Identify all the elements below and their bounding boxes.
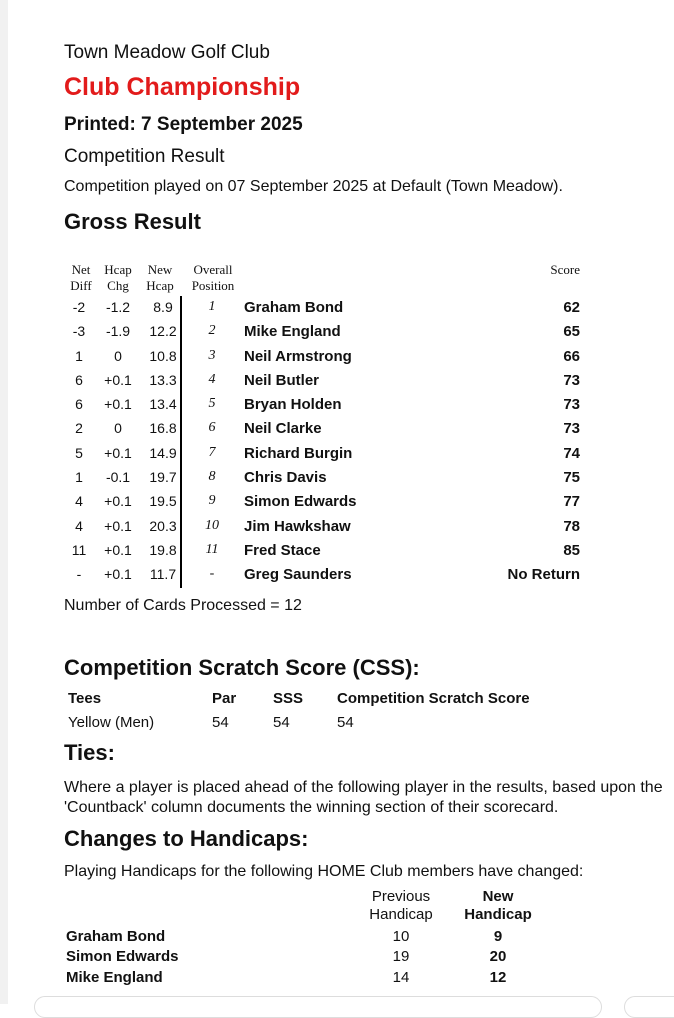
score: 74 [563, 444, 580, 462]
net-diff: 1 [75, 347, 83, 364]
hcap-chg: +0.1 [104, 371, 132, 388]
hcap-chg: +0.1 [104, 493, 132, 510]
new-hcap: 19.5 [149, 493, 177, 510]
printed-date: Printed: 7 September 2025 [64, 114, 303, 135]
next-card-edge-right [624, 996, 674, 1018]
hcap-chg: +0.1 [104, 396, 132, 413]
table-row [64, 296, 594, 320]
handicap-row [66, 948, 566, 968]
position: 3 [208, 347, 216, 363]
score: 77 [563, 493, 580, 511]
player-name: Mike England [244, 323, 341, 341]
position: 7 [208, 444, 216, 460]
css-value: 54 [337, 714, 354, 731]
net-diff: 2 [75, 420, 83, 437]
net-diff: - [76, 566, 82, 583]
position: 5 [208, 396, 216, 412]
hcap-chg: -1.9 [105, 323, 131, 340]
css-par: 54 [212, 714, 229, 731]
table-row [64, 442, 594, 466]
position: 11 [205, 541, 219, 557]
score: 75 [563, 469, 580, 487]
table-row [64, 369, 594, 393]
previous-handicap: 10 [392, 928, 410, 945]
net-diff: -2 [72, 299, 86, 315]
next-card-edge [34, 996, 602, 1018]
cards-processed: Number of Cards Processed = 12 [64, 597, 302, 614]
position: 6 [208, 420, 216, 436]
net-diff: 1 [75, 469, 83, 486]
table-row [64, 563, 594, 587]
new-handicap: 9 [493, 928, 503, 945]
net-diff: -3 [72, 323, 86, 340]
score: 62 [563, 299, 580, 316]
player-name: Chris Davis [244, 469, 327, 487]
player-name: Jim Hawkshaw [244, 517, 351, 535]
table-row [64, 393, 594, 417]
handicap-changes-heading: Changes to Handicaps: [64, 826, 309, 851]
new-handicap: 20 [489, 948, 507, 965]
player-name: Neil Armstrong [244, 347, 352, 365]
new-hcap: 14.9 [149, 444, 177, 461]
member-name: Graham Bond [66, 928, 166, 945]
competition-title: Club Championship [64, 73, 301, 101]
score: 73 [563, 420, 580, 438]
score: 66 [563, 347, 580, 365]
player-name: Greg Saunders [244, 566, 352, 584]
net-diff: 4 [75, 493, 83, 510]
net-diff: 11 [71, 541, 87, 558]
table-row [64, 417, 594, 441]
new-hcap: 11.7 [149, 566, 177, 583]
new-hcap: 13.3 [149, 371, 177, 388]
hcap-chg: +0.1 [104, 517, 132, 534]
hcap-chg: -1.2 [105, 299, 131, 315]
new-hcap: 19.7 [149, 469, 177, 486]
new-hcap: 10.8 [149, 347, 177, 364]
net-diff: 6 [75, 371, 83, 388]
position: 4 [208, 371, 216, 387]
handicap-intro: Playing Handicaps for the following HOME Club members have changed: [64, 863, 584, 880]
previous-handicap: 19 [392, 948, 410, 965]
previous-handicap: 14 [392, 969, 410, 986]
new-hcap: 12.2 [149, 323, 177, 340]
css-col-tees: Tees [68, 690, 102, 707]
hcap-chg: +0.1 [104, 566, 132, 583]
table-row [64, 490, 594, 514]
css-col-par: Par [212, 690, 237, 707]
player-name: Fred Stace [244, 541, 321, 559]
table-row [64, 515, 594, 539]
new-hcap: 20.3 [149, 517, 177, 534]
handicap-row [66, 928, 566, 948]
hcap-chg: +0.1 [104, 444, 132, 461]
net-diff: 6 [75, 396, 83, 413]
score: 85 [563, 541, 580, 559]
player-name: Neil Clarke [244, 420, 322, 438]
section-label: Competition Result [64, 146, 225, 167]
score: 73 [563, 396, 580, 414]
net-diff: 5 [75, 444, 83, 461]
css-tees: Yellow (Men) [68, 714, 155, 731]
header-net-diff: Net Diff [70, 262, 92, 293]
score: 73 [563, 371, 580, 389]
page-edge [0, 0, 8, 1004]
header-position: Overall Position [191, 262, 235, 293]
position: 8 [208, 469, 216, 485]
played-info: Competition played on 07 September 2025 at Default (Town Meadow). [64, 178, 563, 195]
member-name: Simon Edwards [66, 948, 179, 965]
player-name: Neil Butler [244, 371, 320, 389]
member-name: Mike England [66, 969, 163, 986]
gross-result-heading: Gross Result [64, 209, 201, 234]
table-row [64, 466, 594, 490]
hcap-chg: 0 [114, 347, 122, 364]
score: No Return [507, 566, 580, 584]
table-row [64, 539, 594, 563]
ties-heading: Ties: [64, 740, 115, 765]
position: 2 [208, 323, 216, 339]
new-handicap: 12 [489, 969, 507, 986]
new-hcap: 8.9 [153, 299, 173, 315]
score: 78 [563, 517, 580, 535]
position: 9 [208, 493, 216, 509]
position: 10 [205, 517, 219, 533]
col-previous-handicap: Previous Handicap [369, 888, 433, 923]
player-name: Graham Bond [244, 299, 344, 316]
header-hcap-chg: Hcap Chg [104, 262, 132, 293]
css-col-css: Competition Scratch Score [337, 690, 530, 707]
player-name: Bryan Holden [244, 396, 342, 414]
css-col-sss: SSS [273, 690, 304, 707]
header-score: Score [550, 262, 580, 277]
css-sss: 54 [273, 714, 290, 731]
hcap-chg: 0 [114, 420, 122, 437]
club-name: Town Meadow Golf Club [64, 42, 270, 63]
player-name: Richard Burgin [244, 444, 353, 462]
hcap-chg: -0.1 [105, 469, 131, 486]
result-rows [64, 296, 594, 588]
new-hcap: 13.4 [149, 396, 177, 413]
table-row [64, 345, 594, 369]
position: - [209, 566, 215, 582]
handicap-row [66, 969, 566, 989]
new-hcap: 16.8 [149, 420, 177, 437]
table-row [64, 320, 594, 344]
net-diff: 4 [75, 517, 83, 534]
col-new-handicap: New Handicap [464, 888, 532, 923]
css-heading: Competition Scratch Score (CSS): [64, 655, 420, 680]
new-hcap: 19.8 [149, 541, 177, 558]
hcap-chg: +0.1 [104, 541, 132, 558]
score: 65 [563, 323, 580, 341]
position: 1 [208, 299, 216, 314]
player-name: Simon Edwards [244, 493, 357, 511]
header-new-hcap: New Hcap [146, 262, 174, 293]
ties-text: Where a player is placed ahead of the following player in the results, based upon the 'Countback' column documents the winning section of their scorecard. [64, 779, 663, 816]
